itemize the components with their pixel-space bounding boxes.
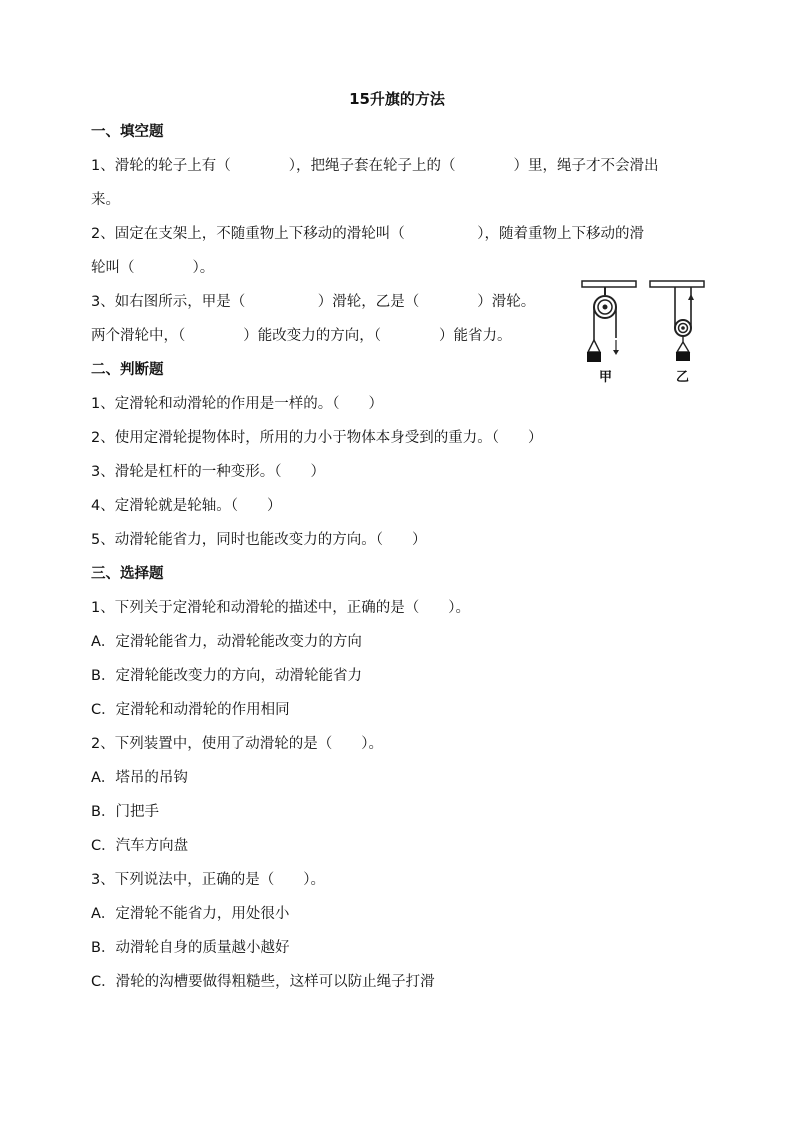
choice-q2-option-b: B．门把手 xyxy=(91,804,159,820)
judge-item-4: 4、定滑轮就是轮轴。（ ） xyxy=(91,498,282,514)
section1-heading: 一、填空题 xyxy=(91,124,164,140)
movable-pulley xyxy=(650,281,704,361)
judge-item-3: 3、滑轮是杠杆的一种变形。（ ） xyxy=(91,464,325,480)
choice-q3-option-c: C．滑轮的沟槽要做得粗糙些，这样可以防止绳子打滑 xyxy=(91,974,435,990)
fill-blank-q3-line2: 两个滑轮中，（ ）能改变力的方向，（ ）能省力。 xyxy=(91,328,512,344)
pulley-figure xyxy=(578,278,708,390)
section3-heading: 三、选择题 xyxy=(91,566,164,582)
fill-blank-q1-line2: 来。 xyxy=(91,192,120,208)
choice-q1-option-c: C．定滑轮和动滑轮的作用相同 xyxy=(91,702,290,718)
pulley-diagram xyxy=(578,278,708,390)
choice-q3-option-b: B．动滑轮自身的质量越小越好 xyxy=(91,940,290,956)
label-movable-pulley: 乙 xyxy=(676,370,690,385)
choice-q3: 3、下列说法中，正确的是（ ）。 xyxy=(91,872,325,888)
section2-heading: 二、判断题 xyxy=(91,362,164,378)
fill-blank-q3-line1: 3、如右图所示，甲是（ ）滑轮，乙是（ ）滑轮。 xyxy=(91,294,536,310)
judge-item-2: 2、使用定滑轮提物体时，所用的力小于物体本身受到的重力。（ ） xyxy=(91,430,543,446)
choice-q2-option-c: C．汽车方向盘 xyxy=(91,838,189,854)
choice-q1-option-a: A．定滑轮能省力，动滑轮能改变力的方向 xyxy=(91,634,362,650)
fill-blank-q1-line1: 1、滑轮的轮子上有（ ），把绳子套在轮子上的（ ）里，绳子才不会滑出 xyxy=(91,158,659,174)
judge-item-1: 1、定滑轮和动滑轮的作用是一样的。（ ） xyxy=(91,396,383,412)
fill-blank-q2-line2: 轮叫（ ）。 xyxy=(91,260,215,276)
page-title: 15升旗的方法 xyxy=(349,90,445,108)
choice-q2-option-a: A．塔吊的吊钩 xyxy=(91,770,188,786)
fill-blank-q2-line1: 2、固定在支架上，不随重物上下移动的滑轮叫（ ），随着重物上下移动的滑 xyxy=(91,226,644,242)
choice-q2: 2、下列装置中，使用了动滑轮的是（ ）。 xyxy=(91,736,383,752)
choice-q1-option-b: B．定滑轮能改变力的方向，动滑轮能省力 xyxy=(91,668,362,684)
label-fixed-pulley: 甲 xyxy=(599,370,613,385)
choice-q1: 1、下列关于定滑轮和动滑轮的描述中，正确的是（ ）。 xyxy=(91,600,470,616)
choice-q3-option-a: A．定滑轮不能省力，用处很小 xyxy=(91,906,290,922)
judge-item-5: 5、动滑轮能省力，同时也能改变力的方向。（ ） xyxy=(91,532,427,548)
fixed-pulley xyxy=(582,281,636,362)
